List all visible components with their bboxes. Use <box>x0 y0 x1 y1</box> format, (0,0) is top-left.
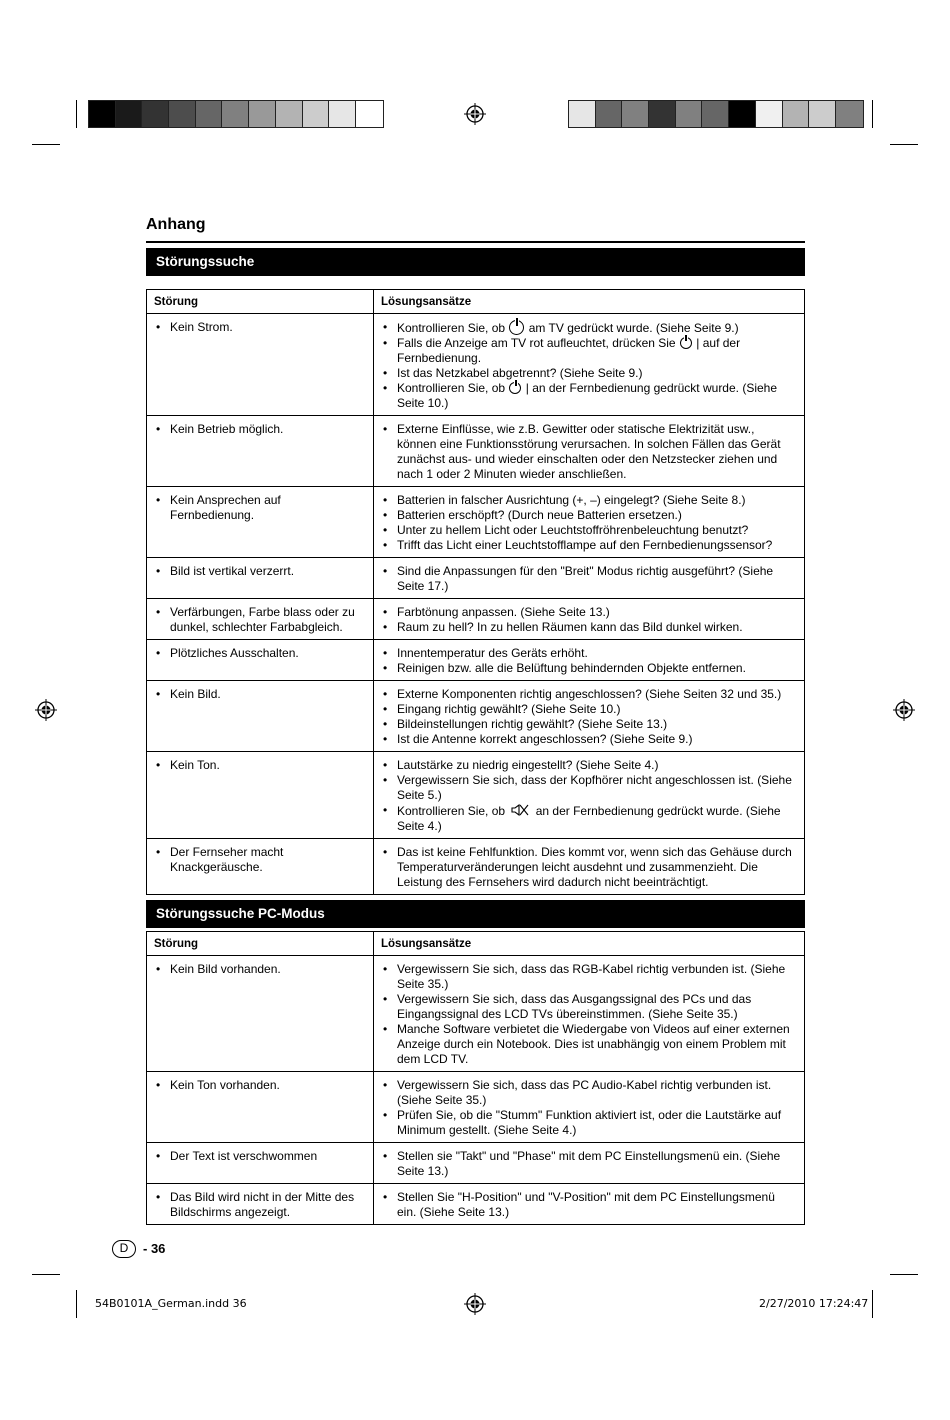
solution-text: Kontrollieren Sie, ob <box>397 804 509 818</box>
color-swatch <box>649 101 676 127</box>
troubleshooting-pc-table-body <box>147 956 805 1225</box>
solutions-cell <box>374 1143 805 1184</box>
solution-item <box>381 845 797 890</box>
solution-item <box>381 992 797 1022</box>
column-header-problem: Störung <box>147 932 374 956</box>
solution-item <box>381 803 797 834</box>
solution-item <box>381 702 797 717</box>
solution-text: Vergewissern Sie sich, dass das Ausgangssignal des PCs und das Eingangssignal des LCD TVs übereinstimmen. (Siehe Seite 35.) <box>397 992 752 1021</box>
solution-item <box>381 661 797 676</box>
problem-item: • Verfärbungen, Farbe blass oder zu dunkel, schlechter Farbabgleich. <box>154 605 366 635</box>
solution-item <box>381 320 797 336</box>
section-title-troubleshooting: Störungssuche <box>146 248 805 276</box>
troubleshooting-pc-table <box>146 931 805 1225</box>
solution-text: Ist das Netzkabel abgetrennt? (Siehe Seite 9.) <box>397 366 643 380</box>
problem-item: • Der Fernseher macht Knackgeräusche. <box>154 845 366 875</box>
solution-text: Vergewissern Sie sich, dass das RGB-Kabel richtig verbunden ist. (Siehe Seite 35.) <box>397 962 786 991</box>
solution-item <box>381 523 797 538</box>
problem-cell <box>147 558 374 599</box>
solution-item <box>381 620 797 635</box>
solution-item <box>381 366 797 381</box>
problem-item: • Kein Bild vorhanden. <box>154 962 366 977</box>
solution-item <box>381 564 797 594</box>
solution-item <box>381 1108 797 1138</box>
table-row <box>147 487 805 558</box>
solution-text: Batterien in falscher Ausrichtung (+, –) eingelegt? (Siehe Seite 8.) <box>397 493 746 507</box>
solution-item <box>381 962 797 992</box>
solution-item <box>381 773 797 803</box>
solution-text: Lautstärke zu niedrig eingestellt? (Siehe Seite 4.) <box>397 758 659 772</box>
problem-cell <box>147 487 374 558</box>
problem-item: • Kein Betrieb möglich. <box>154 422 366 437</box>
color-swatch <box>622 101 649 127</box>
troubleshooting-table <box>146 289 805 895</box>
solutions-cell <box>374 640 805 681</box>
problem-cell <box>147 640 374 681</box>
solutions-cell <box>374 1184 805 1225</box>
solution-item <box>381 422 797 482</box>
section-title-troubleshooting-pc-mode: Störungssuche PC-Modus <box>146 900 805 928</box>
color-swatch <box>222 101 249 127</box>
column-header-solutions: Lösungsansätze <box>374 290 805 314</box>
mute-icon <box>511 803 529 817</box>
table-header-row <box>147 932 805 956</box>
solution-text: Bildeinstellungen richtig gewählt? (Siehe Seite 13.) <box>397 717 668 731</box>
color-swatch <box>196 101 223 127</box>
crop-mark <box>32 144 60 145</box>
solutions-cell <box>374 839 805 895</box>
solutions-cell <box>374 416 805 487</box>
color-swatch <box>676 101 703 127</box>
problem-cell <box>147 956 374 1072</box>
color-calibration-bar-left <box>88 100 384 128</box>
solutions-cell <box>374 599 805 640</box>
problem-item: • Bild ist vertikal verzerrt. <box>154 564 366 579</box>
solution-item <box>381 508 797 523</box>
color-swatch <box>356 101 383 127</box>
crop-mark <box>872 100 873 128</box>
color-swatch <box>702 101 729 127</box>
problem-item: • Das Bild wird nicht in der Mitte des Bildschirms angezeigt. <box>154 1190 366 1220</box>
column-header-problem: Störung <box>147 290 374 314</box>
table-row <box>147 956 805 1072</box>
solution-text: Reinigen bzw. alle die Belüftung behindernden Objekte entfernen. <box>397 661 746 675</box>
table-row <box>147 1072 805 1143</box>
solution-text: Innentemperatur des Geräts erhöht. <box>397 646 588 660</box>
problem-item: • Kein Strom. <box>154 320 366 335</box>
solution-item <box>381 1078 797 1108</box>
power-icon <box>509 382 521 394</box>
color-swatch <box>329 101 356 127</box>
color-swatch <box>276 101 303 127</box>
table-row <box>147 314 805 416</box>
solution-item <box>381 336 797 366</box>
page-number: - 36 <box>143 1241 166 1256</box>
solution-item <box>381 717 797 732</box>
solutions-cell <box>374 956 805 1072</box>
color-swatch <box>596 101 623 127</box>
solutions-cell <box>374 1072 805 1143</box>
solution-item <box>381 1149 797 1179</box>
table-row <box>147 558 805 599</box>
solution-text: Unter zu hellem Licht oder Leuchtstoffröhrenbeleuchtung benutzt? <box>397 523 749 537</box>
heading-rule <box>146 241 805 243</box>
crop-mark <box>872 1290 873 1318</box>
solution-item <box>381 1190 797 1220</box>
solution-text: Stellen Sie "H-Position" und "V-Position" mit dem PC Einstellungsmenü ein. (Siehe Seite 13.) <box>397 1190 775 1219</box>
table-header-row <box>147 290 805 314</box>
solution-item <box>381 646 797 661</box>
solution-text: Stellen sie "Takt" und "Phase" mit dem PC Einstellungsmenü ein. (Siehe Seite 13.) <box>397 1149 781 1178</box>
solution-text: Vergewissern Sie sich, dass das PC Audio-Kabel richtig verbunden ist. (Siehe Seite 35.) <box>397 1078 772 1107</box>
table-row <box>147 640 805 681</box>
solution-text: Ist die Antenne korrekt angeschlossen? (Siehe Seite 9.) <box>397 732 693 746</box>
solutions-cell <box>374 681 805 752</box>
solution-text: Kontrollieren Sie, ob <box>397 381 509 395</box>
problem-item: • Der Text ist verschwommen <box>154 1149 366 1164</box>
problem-cell <box>147 681 374 752</box>
solution-text: | an der Fernbedienung gedrückt wurde. (Siehe Seite 10.) <box>397 381 778 410</box>
solution-text: Das ist keine Fehlfunktion. Dies kommt vor, wenn sich das Gehäuse durch Temperaturveränderungen leicht ausdehnt und zusammenzieht. Die Leistung des Fernsehers wird dadurch nicht beeinträchtigt. <box>397 845 792 889</box>
problem-cell <box>147 1184 374 1225</box>
color-swatch <box>249 101 276 127</box>
solution-item <box>381 687 797 702</box>
solution-text: Eingang richtig gewählt? (Siehe Seite 10.) <box>397 702 621 716</box>
solution-text: | auf der Fernbedienung. <box>397 336 741 365</box>
color-swatch <box>303 101 330 127</box>
solution-item <box>381 381 797 411</box>
problem-cell <box>147 1072 374 1143</box>
solution-text: Externe Einflüsse, wie z.B. Gewitter oder statische Elektrizität usw., können eine Funktionsstörung verursachen. In solchen Fällen das Gerät zunächst aus- und wieder einschalten oder den Netzstecker ziehen und nach 1 oder 2 Minuten wieder anschließen. <box>397 422 781 481</box>
solution-text: an der Fernbedienung gedrückt wurde. (Siehe Seite 4.) <box>397 804 781 833</box>
solution-item <box>381 605 797 620</box>
table-row <box>147 599 805 640</box>
troubleshooting-table-body <box>147 314 805 895</box>
color-swatch <box>142 101 169 127</box>
power-icon <box>509 320 524 335</box>
solution-text: Kontrollieren Sie, ob <box>397 321 509 335</box>
problem-cell <box>147 416 374 487</box>
slug-filename: 54B0101A_German.indd 36 <box>95 1297 247 1310</box>
slug-datetime: 2/27/2010 17:24:47 <box>759 1297 869 1310</box>
solution-item <box>381 732 797 747</box>
solution-text: Farbtönung anpassen. (Siehe Seite 13.) <box>397 605 610 619</box>
solution-text: Prüfen Sie, ob die "Stumm" Funktion aktiviert ist, oder die Lautstärke auf Minimum gestellt. (Siehe Seite 4.) <box>397 1108 782 1137</box>
solution-item <box>381 493 797 508</box>
color-swatch <box>836 101 863 127</box>
solution-item <box>381 538 797 553</box>
solution-text: Trifft das Licht einer Leuchtstofflampe auf den Fernbedienungssensor? <box>397 538 773 552</box>
power-icon <box>680 337 692 349</box>
language-badge: D <box>112 1240 136 1258</box>
table-row <box>147 1184 805 1225</box>
problem-item: • Plötzliches Ausschalten. <box>154 646 366 661</box>
table-row <box>147 681 805 752</box>
solution-text: Raum zu hell? In zu hellen Räumen kann das Bild dunkel wirken. <box>397 620 743 634</box>
solution-text: Sind die Anpassungen für den "Breit" Modus richtig ausgeführt? (Siehe Seite 17.) <box>397 564 774 593</box>
crop-mark <box>76 100 77 128</box>
color-swatch <box>569 101 596 127</box>
color-swatch <box>783 101 810 127</box>
solution-text: am TV gedrückt wurde. (Siehe Seite 9.) <box>525 321 739 335</box>
solution-text: Externe Komponenten richtig angeschlossen? (Siehe Seiten 32 und 35.) <box>397 687 782 701</box>
problem-item: • Kein Ton vorhanden. <box>154 1078 366 1093</box>
table-row <box>147 416 805 487</box>
crop-mark <box>76 1290 77 1318</box>
solution-text: Vergewissern Sie sich, dass der Kopfhörer nicht angeschlossen ist. (Siehe Seite 5.) <box>397 773 792 802</box>
color-swatch <box>729 101 756 127</box>
page-heading: Anhang <box>146 216 206 233</box>
color-swatch <box>809 101 836 127</box>
registration-mark-icon <box>893 699 915 721</box>
crop-mark <box>32 1274 60 1275</box>
color-swatch <box>116 101 143 127</box>
registration-mark-icon <box>464 1293 486 1315</box>
color-swatch <box>756 101 783 127</box>
solution-text: Manche Software verbietet die Wiedergabe von Videos auf einer externen Anzeige durch ein Notebook. Dies ist unabhängig von einem Problem mit dem LCD TV. <box>397 1022 790 1066</box>
color-swatch <box>89 101 116 127</box>
table-row <box>147 839 805 895</box>
problem-item: • Kein Ton. <box>154 758 366 773</box>
solution-text: Falls die Anzeige am TV rot aufleuchtet, drücken Sie <box>397 336 679 350</box>
registration-mark-icon <box>35 699 57 721</box>
problem-cell <box>147 839 374 895</box>
color-swatch <box>169 101 196 127</box>
solutions-cell <box>374 314 805 416</box>
table-row <box>147 752 805 839</box>
problem-item: • Kein Bild. <box>154 687 366 702</box>
solution-item <box>381 1022 797 1067</box>
solution-item <box>381 758 797 773</box>
table-row <box>147 1143 805 1184</box>
crop-mark <box>890 144 918 145</box>
color-calibration-bar-right <box>568 100 864 128</box>
problem-cell <box>147 314 374 416</box>
registration-mark-icon <box>464 103 486 125</box>
problem-item: • Kein Ansprechen auf Fernbedienung. <box>154 493 366 523</box>
solutions-cell <box>374 752 805 839</box>
crop-mark <box>890 1274 918 1275</box>
problem-cell <box>147 599 374 640</box>
solution-text: Batterien erschöpft? (Durch neue Batterien ersetzen.) <box>397 508 682 522</box>
solutions-cell <box>374 487 805 558</box>
column-header-solutions: Lösungsansätze <box>374 932 805 956</box>
problem-cell <box>147 1143 374 1184</box>
problem-cell <box>147 752 374 839</box>
solutions-cell <box>374 558 805 599</box>
